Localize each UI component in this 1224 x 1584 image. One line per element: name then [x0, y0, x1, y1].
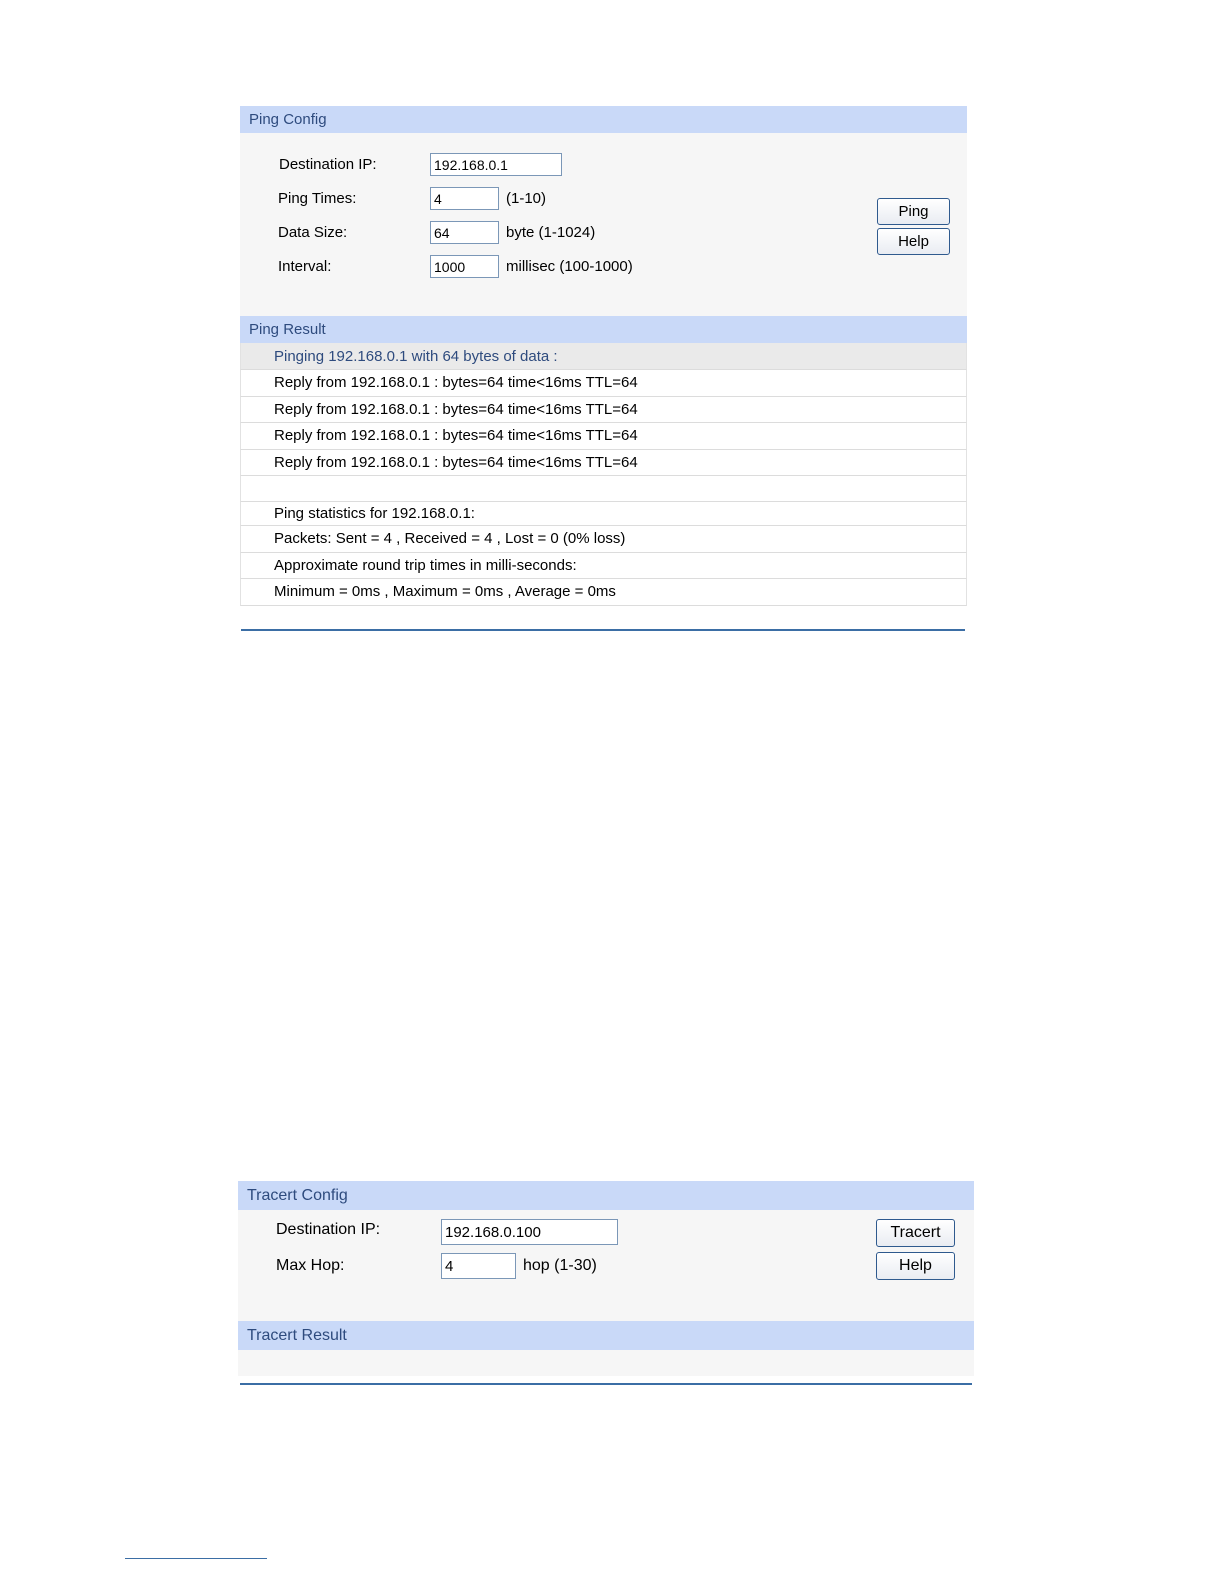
tracert-button[interactable]: Tracert — [876, 1219, 955, 1247]
data-size-hint: byte (1-1024) — [506, 224, 596, 241]
ping-result-line — [240, 423, 967, 450]
interval-hint: millisec (100-1000) — [506, 258, 633, 275]
ping-result-text: Ping statistics for 192.168.0.1: — [274, 505, 475, 522]
ping-result-line — [240, 526, 967, 553]
tracert-result-panel — [238, 1350, 974, 1376]
ping-button[interactable]: Ping — [877, 198, 950, 225]
ping-help-button[interactable]: Help — [877, 228, 950, 255]
ping-result-line — [240, 476, 967, 502]
ping-result-text: Pinging 192.168.0.1 with 64 bytes of data : — [274, 347, 558, 365]
ping-result-text: Packets: Sent = 4 , Received = 4 , Lost = 0 (0% loss) — [274, 530, 626, 548]
ping-times-input[interactable] — [430, 187, 499, 210]
ping-section-divider — [241, 629, 965, 631]
ping-times-label: Ping Times: — [278, 190, 357, 207]
ping-result-title: Ping Result — [249, 321, 326, 338]
ping-result-line — [240, 370, 967, 397]
ping-result-header — [240, 316, 967, 343]
ping-config-title: Ping Config — [249, 111, 327, 128]
ping-times-hint: (1-10) — [506, 190, 547, 207]
max-hop-label: Max Hop: — [276, 1257, 345, 1274]
tracert-help-button[interactable]: Help — [876, 1252, 955, 1280]
ping-result-text: Approximate round trip times in milli-seconds: — [274, 556, 577, 574]
ping-result-text: Reply from 192.168.0.1 : bytes=64 time<16ms TTL=64 — [274, 453, 638, 471]
ping-destination-ip-input[interactable] — [430, 153, 562, 176]
data-size-input[interactable] — [430, 221, 499, 244]
ping-result-text: Reply from 192.168.0.1 : bytes=64 time<16ms TTL=64 — [274, 427, 638, 445]
tracert-result-title: Tracert Result — [247, 1326, 347, 1344]
max-hop-input[interactable] — [441, 1253, 516, 1279]
ping-result-text: Minimum = 0ms , Maximum = 0ms , Average = 0ms — [274, 583, 616, 601]
ping-destination-ip-label: Destination IP: — [279, 156, 377, 173]
tracert-config-title: Tracert Config — [247, 1186, 348, 1204]
tracert-destination-ip-input[interactable] — [441, 1219, 618, 1245]
ping-result-line — [240, 502, 967, 526]
ping-result-line — [240, 343, 967, 370]
max-hop-hint: hop (1-30) — [523, 1257, 597, 1274]
ping-result-line — [240, 397, 967, 424]
tracert-section-divider — [240, 1383, 972, 1385]
interval-label: Interval: — [278, 258, 332, 275]
ping-result-text: Reply from 192.168.0.1 : bytes=64 time<16ms TTL=64 — [274, 374, 638, 392]
tracert-config-header — [238, 1181, 974, 1210]
tracert-destination-ip-label: Destination IP: — [276, 1221, 381, 1238]
ping-result-line — [240, 450, 967, 477]
tracert-result-header — [238, 1321, 974, 1350]
ping-config-header — [240, 106, 967, 133]
interval-input[interactable] — [430, 255, 499, 278]
ping-result-text: Reply from 192.168.0.1 : bytes=64 time<16ms TTL=64 — [274, 400, 638, 418]
ping-result-line — [240, 553, 967, 580]
data-size-label: Data Size: — [278, 224, 348, 241]
ping-result-list — [240, 343, 967, 606]
footnote-divider — [125, 1558, 267, 1559]
ping-result-line — [240, 579, 967, 606]
